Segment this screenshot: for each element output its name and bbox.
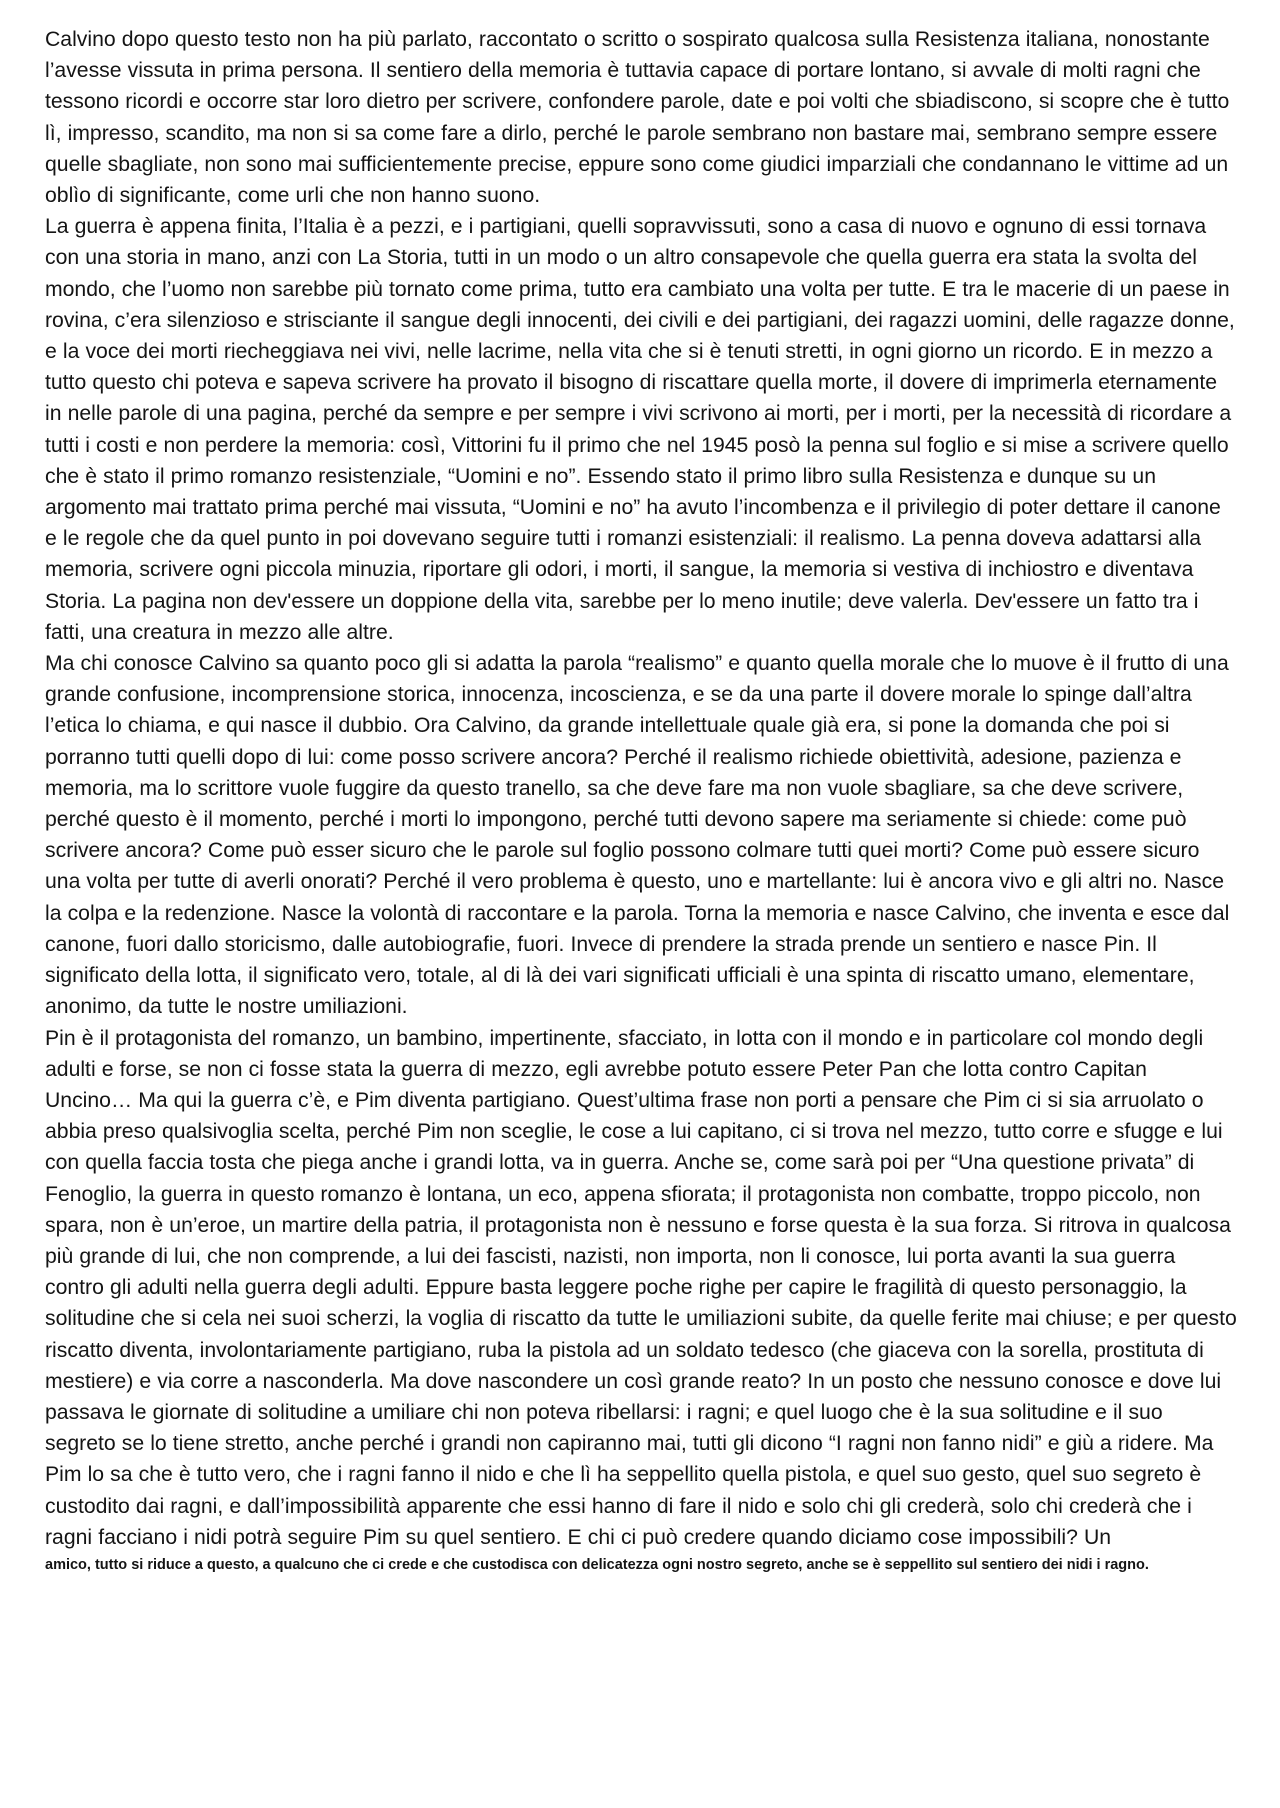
paragraph-2: La guerra è appena finita, l’Italia è a pezzi, e i partigiani, quelli sopravvissuti, sono a casa di nuovo e ognuno di essi tornava con una storia in mano, anzi con La Storia, tutti in un modo o un altro consapevole che quella guerra era stata la svolta del mondo, che l’uomo non sarebbe più tornato come prima, tutto era cambiato una volta per tutte. E tra le macerie di un paese in rovina, c’era silenzioso e strisciante il sangue degli innocenti, dei civili e dei partigiani, dei ragazzi uomini, delle ragazze donne, e la voce dei morti riecheggiava nei vivi, nelle lacrime, nella vita che si è tenuti stretti, in ogni giorno un ricordo. E in mezzo a tutto questo chi poteva e sapeva scrivere ha provato il bisogno di riscattare quella morte, il dovere di imprimerla eternamente in nelle parole di una pagina, perché da sempre e per sempre i vivi scrivono ai morti, per i morti, per la necessità di ricordare a tutti i costi e non perdere la memoria: così, Vittorini fu il primo che nel 1945 posò la penna sul foglio e si mise a scrivere quello che è stato il primo romanzo resistenziale, “Uomini e no”. Essendo stato il primo libro sulla Resistenza e dunque su un argomento mai trattato prima perché mai vissuta, “Uomini e no” ha avuto l’incombenza e il privilegio di poter dettare il canone e le regole che da quel punto in poi dovevano seguire tutti i romanzi esistenziali: il realismo. La penna doveva adattarsi alla memoria, scrivere ogni piccola minuzia, riportare gli odori, i morti, il sangue, la memoria si vestiva di inchiostro e diventava Storia. La pagina non dev'essere un doppione della vita, sarebbe per lo meno inutile; deve valerla. Dev'essere un fatto tra i fatti, una creatura in mezzo alle altre.	[45, 215, 1235, 644]
document-page	[45, 24, 1237, 1576]
paragraph-1: Calvino dopo questo testo non ha più parlato, raccontato o scritto o sospirato qualcosa sulla Resistenza italiana, nonostante l’avesse vissuta in prima persona. Il sentiero della memoria è tuttavia capace di portare lontano, si avvale di molti ragni che tessono ricordi e occorre star loro dietro per scrivere, confondere parole, date e poi volti che sbiadiscono, si scopre che è tutto lì, impresso, scandito, ma non si sa come fare a dirlo, perché le parole sembrano non bastare mai, sembrano sempre essere quelle sbagliate, non sono mai sufficientemente precise, eppure sono come giudici imparziali che condannano le vittime ad un oblìo di significante, come urli che non hanno suono.	[45, 28, 1230, 208]
paragraph-4: Pin è il protagonista del romanzo, un bambino, impertinente, sfacciato, in lotta con il mondo e in particolare col mondo degli adulti e forse, se non ci fosse stata la guerra di mezzo, egli avrebbe potuto essere Peter Pan che lotta contro Capitan Uncino… Ma qui la guerra c’è, e Pim diventa partigiano. Quest’ultima frase non porti a pensare che Pim ci si sia arruolato o abbia preso qualsivoglia scelta, perché Pim non sceglie, le cose a lui capitano, ci si trova nel mezzo, tutto corre e sfugge e lui con quella faccia tosta che piega anche i grandi lotta, va in guerra. Anche se, come sarà poi per “Una questione privata” di Fenoglio, la guerra in questo romanzo è lontana, un eco, appena sfiorata; il protagonista non combatte, troppo piccolo, non spara, non è un’eroe, un martire della patria, il protagonista non è nessuno e forse questa è la sua forza. Si ritrova in qualcosa più grande di lui, che non comprende, a lui dei fascisti, nazisti, non importa, non li conosce, lui porta avanti la sua guerra contro gli adulti nella guerra degli adulti. Eppure basta leggere poche righe per capire le fragilità di questo personaggio, la solitudine che si cela nei suoi scherzi, la voglia di riscatto da tutte le umiliazioni subite, da quelle ferite mai chiuse; e per questo riscatto diventa, involontariamente partigiano, ruba la pistola ad un soldato tedesco (che giaceva con la sorella, prostituta di mestiere) e via corre a nasconderla. Ma dove nascondere un così grande reato? In un posto che nessuno conosce e dove lui passava le giornate di solitudine a umiliare chi non poteva ribellarsi: i ragni; e quel luogo che è la sua solitudine e il suo segreto se lo tiene stretto, anche perché i grandi non capiranno mai, tutti gli dicono “I ragni non fanno nidi” e giù a ridere. Ma Pim lo sa che è tutto vero, che i ragni fanno il nido e che lì ha seppellito quella pistola, e quel suo gesto, quel suo segreto è custodito dai ragni, e dall’impossibilità apparente che essi hanno di fare il nido e solo chi gli crederà, solo chi crederà che i ragni facciano i nidi potrà seguire Pim su quel sentiero. E chi ci può credere quando diciamo cose impossibili? Un	[45, 1026, 1237, 1549]
paragraph-3: Ma chi conosce Calvino sa quanto poco gli si adatta la parola “realismo” e quanto quella morale che lo muove è il frutto di una grande confusione, incomprensione storica, innocenza, incoscienza, e se da una parte il dovere morale lo spinge dall’altra l’etica lo chiama, e qui nasce il dubbio. Ora Calvino, da grande intellettuale quale già era, si pone la domanda che poi si porranno tutti quelli dopo di lui: come posso scrivere ancora? Perché il realismo richiede obiettività, adesione, pazienza e memoria, ma lo scrittore vuole fuggire da questo tranello, sa che deve fare ma non vuole sbagliare, sa che deve scrivere, perché questo è il momento, perché i morti lo impongono, perché tutti devono sapere ma seriamente si chiede: come può scrivere ancora? Come può esser sicuro che le parole sul foglio possono colmare tutti quei morti? Come può essere sicuro una volta per tutte di averli onorati? Perché il vero problema è questo, uno e martellante: lui è ancora vivo e gli altri no. Nasce la colpa e la redenzione. Nasce la volontà di raccontare e la parola. Torna la memoria e nasce Calvino, che inventa e esce dal canone, fuori dallo storicismo, dalle autobiografie, fuori. Invece di prendere la strada prende un sentiero e nasce Pin. Il significato della lotta, il significato vero, totale, al di là dei vari significati ufficiali è una spinta di riscatto umano, elementare, anonimo, da tutte le nostre umiliazioni.	[45, 652, 1230, 1019]
closing-paragraph-small: amico, tutto si riduce a questo, a qualcuno che ci crede e che custodisca con delicatezza ogni nostro segreto, anche se è seppellito sul sentiero dei nidi i ragno.	[45, 1556, 1149, 1573]
